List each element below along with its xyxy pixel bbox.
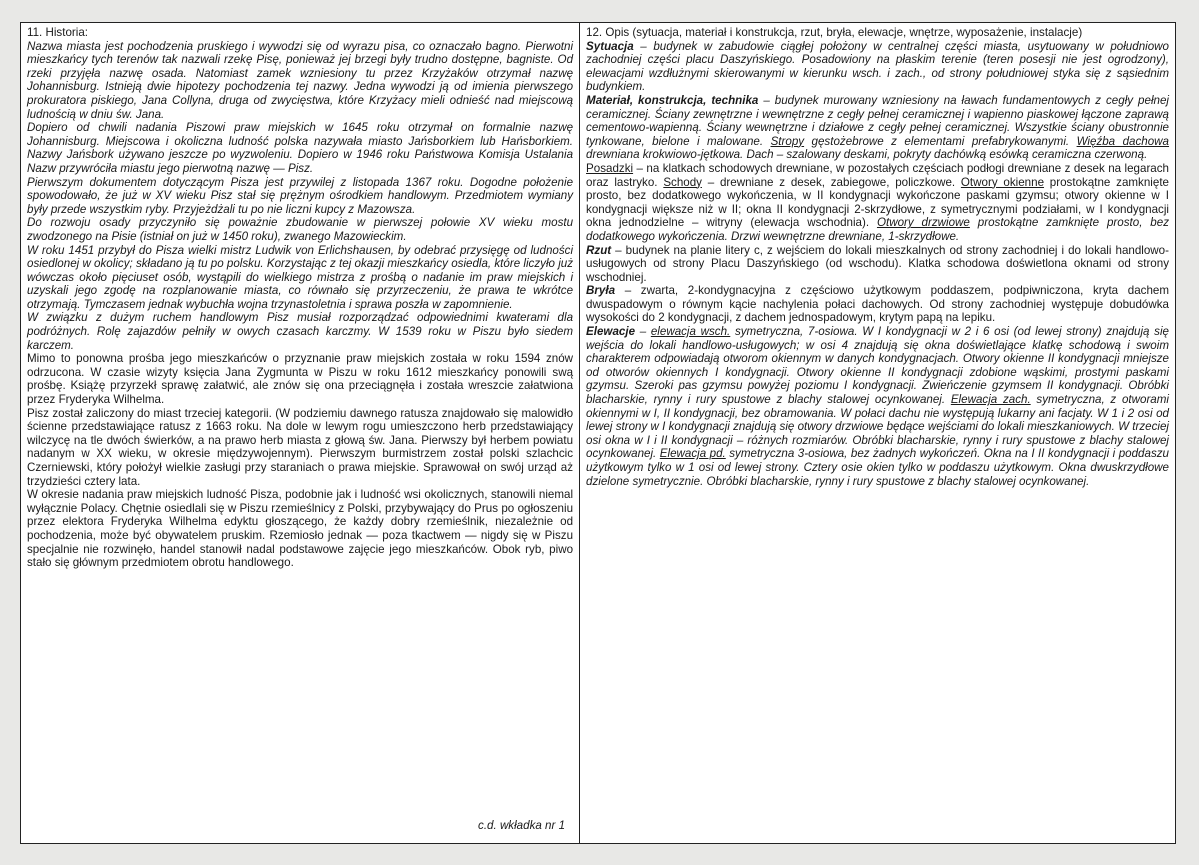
label-material: Materiał, konstrukcja, technika: [586, 93, 759, 107]
elewacje-dash: –: [635, 325, 651, 339]
label-sytuacja: Sytuacja: [586, 39, 634, 53]
history-heading: 11. Historia:: [27, 26, 88, 39]
label-elewacja-wsch: elewacja wsch.: [650, 325, 731, 339]
text-material: – budynek murowany wzniesiony na ławach fundamentowych z cegły pełnej ceramicznej. Ściany zewnętrzne i wewnętrzne z cegły pełnej ceramicznej i wapienno piaskowej łączone zaprawą cementowo-wapienną. Ściany wewnętrzne i działowe z cegły pełnej ceramicznej. Wszystkie ściany obustronnie tynkowane, bielone i malowane.: [586, 93, 1169, 148]
text-elewacja-wsch: symetryczna, 7-osiowa. W I kondygnacji w 2 i 6 osi (od lewej strony) znajdują się wejścia do lokali handlowo-usługowych; w osi 4 znajdują się okna doświetlające klatkę schodową i swoim charakterem odpowiadają otworom okiennym w danych kondygnacjach. Otwory okienne II kondygnacji mniejsze od otworów okiennych I kondygnacji. Otwory okienne II kondygnacji zdobione wąskimi, prostymi paskami gzymsu. Szeroki pas gzymsu powyżej poziomu I kondygnacji. Zwieńczenie gzymsem II kondygnacji. Obróbki blacharskie, rynny i rury spustowe z blachy stalowej ocynkowanej.: [586, 325, 1170, 407]
history-paragraph: Do rozwoju osady przyczyniło się poważnie zbudowanie w pierwszej połowie XV wieku mostu zwodzonego na Pisie (istniał on już w 1450 roku), zwanego Mazowieckim.: [27, 216, 574, 243]
label-bryla: Bryła: [586, 284, 616, 298]
label-schody: Schody: [663, 175, 702, 189]
history-paragraph: Nazwa miasta jest pochodzenia pruskiego i wywodzi się od wyrazu pisa, co oznaczało bagno. Pierwotni mieszkańcy tych terenów tak nazwali rzekę Pisę, ponieważ jej brzegi były trudno dostępne, bagniste. Od rzeki przyjęła nazwę osada. Natomiast zamek wzniesiony tu przez Krzyżaków otrzymał nazwę Johannisburg. Istnieją dwie hipotezy pochodzenia tej nazwy. Jedna wywodzi ją od imienia pierwszego prokuratora piskiego, Jana Collyna, druga od zwycięstwa, które Krzyżacy mieli odnieść nad miejscową ludnością w dniu św. Jana.: [27, 39, 574, 121]
label-posadzki: Posadzki: [586, 161, 634, 175]
text-otwory-drzwiowe: prostokątne zamknięte prosto, bez dodatkowego wykończenia. Drzwi wewnętrzne drewniane, 1-skrzydłowe.: [586, 216, 1169, 243]
label-otwory-okienne: Otwory okienne: [960, 175, 1045, 189]
history-paragraph: W roku 1451 przybył do Pisza wielki mistrz Ludwik von Erlichshausen, by odebrać przysięgę od ludności osiedlonej w okolicy; składano ją tu po polsku. Korzystając z tej okazji mieszkańcy osiedla, które liczyło już wówczas około pięciuset osób, wystąpili do wielkiego mistrza z prośbą o nadanie im praw miejskich i uzyskali jego zgodę na rozplanowanie miasta, co równało się przyrzeczeniu, że prawa te wkrótce otrzymają. Tymczasem jednak wybuchła wojna trzynastoletnia i sprawa poszła w zapomnienie.: [27, 243, 574, 311]
history-paragraph: Pisz został zaliczony do miast trzeciej kategorii. (W podziemiu dawnego ratusza znajdowało się malowidło ścienne przedstawiające ratusz z 1663 roku. Na dole w lewym rogu umieszczono herb przedstawiający wilczycę na tle dwóch świerków, a na prawo herb miasta z głową św. Jana. Pierwszy był herbem powiatu nadanym w XX wieku, w okresie międzywojennym). Pierwszym burmistrzem został polski szlachcic Czerniewski, który położył wielkie zasługi przy staraniach o prawa miejskie. Sprawował on swój urząd aż trzydzieści cztery lata.: [27, 406, 574, 488]
text-bryla: – zwarta, 2-kondygnacyjna z częściowo użytkowym poddaszem, podpiwniczona, kryta dachem dwuspadowym o równym kącie nachylenia połaci dachowych. Od strony zachodniej występuje dobudówka wysokości do 2 kondygnacji, z dachem jednospadowym, krytym papą na lepiku.: [586, 284, 1169, 325]
text-schody: – drewniane z desek, zabiegowe, policzkowe.: [701, 175, 961, 189]
label-elewacje: Elewacje: [586, 325, 636, 339]
label-otwory-drzwiowe: Otwory drzwiowe: [876, 216, 970, 230]
history-paragraph: W związku z dużym ruchem handlowym Pisz musiał rozporządzać odpowiednimi kwaterami dla podróżnych. Rolę zajazdów pełniły w owych czasach karczmy. W 1539 roku w Piszu było siedem karczem.: [27, 311, 574, 352]
label-stropy: Stropy: [770, 134, 805, 148]
text-rzut: – budynek na planie litery c, z wejściem do lokali mieszkalnych od strony zachodniej i do lokali handlowo-usługowych od strony Placu Daszyńskiego (od wschodu). Klatka schodowa doświetlona oknami od strony wschodniej.: [586, 243, 1169, 284]
text-elewacja-pd: symetryczna 3-osiowa, bez żadnych wykończeń. Okna na I II kondygnacji i poddaszu użytkowym tylko w 1 osi od lewej strony. Cztery osie okien tylko w poddaszu użytkowym. Okna dwuskrzydłowe dzielone symetrycznie. Obróbki blacharskie, rynny i rury spustowe z blachy stalowej ocynkowanej.: [586, 447, 1169, 488]
document-sheet: [20, 22, 1176, 844]
section-rzut: [586, 244, 1169, 285]
description-heading: 12. Opis (sytuacja, materiał i konstrukcja, rzut, bryła, elewacje, wnętrze, wyposażenie, instalacje): [586, 26, 1083, 39]
text-posadzki: – na klatkach schodowych drewniane, w pozostałych częściach podłogi drewniane z desek na legarach oraz lastryko.: [586, 161, 1169, 189]
continuation-note: c.d. wkładka nr 1: [478, 819, 566, 833]
history-paragraph: Dopiero od chwili nadania Piszowi praw miejskich w 1645 roku otrzymał on formalnie nazwę Johannisburg. Miejscowa i okoliczna ludność polska nazywała miasto Jańsborkiem lub Hańsborkiem. Nazwy Jańsbork używano jeszcze po wyzwoleniu. Dopiero w 1946 roku Państwowa Komisja Ustalania Nazw przywróciła miastu jego pierwotną nazwę — Pisz.: [27, 121, 574, 175]
section-material: [586, 94, 1169, 162]
section-elewacje: [586, 325, 1169, 488]
text-sytuacja: – budynek w zabudowie ciągłej położony w centralnej części miasta, usytuowany w południowo zachodniej części placu Daszyńskiego. Posadowiony na płaskim terenie (teren posesji nie jest ogrodzony), elewacjami wzdłużnymi skierowanymi w kierunku wsch. i zach., od strony południowej styka się z sąsiednim budynkiem.: [586, 39, 1169, 94]
text-stropy: gęstożebrowe z elementami prefabrykowanymi.: [804, 134, 1077, 148]
section-posadzki: [586, 162, 1169, 244]
history-paragraph: W okresie nadania praw miejskich ludność Pisza, podobnie jak i ludność wsi okolicznych, stanowili niemal wyłącznie Polacy. Chętnie osiedlali się w Piszu rzemieślnicy z Polski, przybywający do Prus po ogłoszeniu przez elektora Fryderyka Wilhelma edyktu głoszącego, że każdy dobry rzemieślnik, niezależnie od pochodzenia, może być obywatelem pruskim. Rzemiosło jednak — poza tkactwem — nigdy się w Piszu specjalnie nie rozwinęło, handel stanowił nadal podstawowe zajęcie jego mieszkańców. Obok ryb, piwo stało się głównym przedmiotem obrotu handlowego.: [27, 488, 574, 570]
label-wiezba: Więźba dachowa: [1076, 134, 1170, 148]
history-column: [21, 23, 580, 843]
history-paragraph: Pierwszym dokumentem dotyczącym Pisza jest przywilej z listopada 1367 roku. Dogodne położenie spowodowało, że już w XV wieku Pisz stał się prężnym ośrodkiem handlowym. Przedmiotem wymiany były przede wszystkim ryby. Przyjeżdżali tu po nie liczni kupcy z Mazowsza.: [27, 175, 574, 216]
history-paragraph: Mimo to ponowna prośba jego mieszkańców o przyznanie praw miejskich została w roku 1594 znów odrzucona. W czasie wizyty księcia Jana Zygmunta w Piszu w roku 1612 mieszkańcy ponowili swą prośbę. Książę przyrzekł sprawę załatwić, ale znów się ona przeciągnęła i została wreszcie załatwiona przez Fryderyka Wilhelma.: [27, 352, 574, 407]
section-bryla: [586, 284, 1169, 325]
description-column: [580, 23, 1175, 843]
text-wiezba: drewniana krokwiowo-jętkowa. Dach – szalowany deskami, pokryty dachówką esówką ceramiczna czerwoną.: [586, 148, 1148, 162]
text-elewacja-zach: symetryczna, z otworami okiennymi w I, II kondygnacji, bez obramowania. W połaci dachu nie występują lukarny ani facjaty. W 1 i 2 osi od lewej strony w I kondygnacji znajdują się otwory drzwiowe będące wejściami do lokali mieszkaniowych. W trzeciej osi okna w I i II kondygnacji – różnych rozmiarów. Obróbki blacharskie, rynny i rury spustowe z blachy stalowej ocynkowanej.: [586, 393, 1169, 461]
label-rzut: Rzut: [586, 243, 612, 257]
section-sytuacja: [586, 40, 1169, 94]
text-otwory-okienne: prostokątne zamknięte prosto, bez dodatkowego wykończenia, w II kondygnacji wykończone paskami gzymsu; otwory okienne w I kondygnacji większe niż w II; okna II kondygnacji 2-skrzydłowe, z symetrycznymi podziałami, w I kondygnacji okna jednodzielne – witryny (elewacja wschodnia).: [586, 175, 1169, 230]
label-elewacja-zach: Elewacja zach.: [950, 393, 1031, 407]
label-elewacja-pd: Elewacja pd.: [659, 447, 726, 461]
